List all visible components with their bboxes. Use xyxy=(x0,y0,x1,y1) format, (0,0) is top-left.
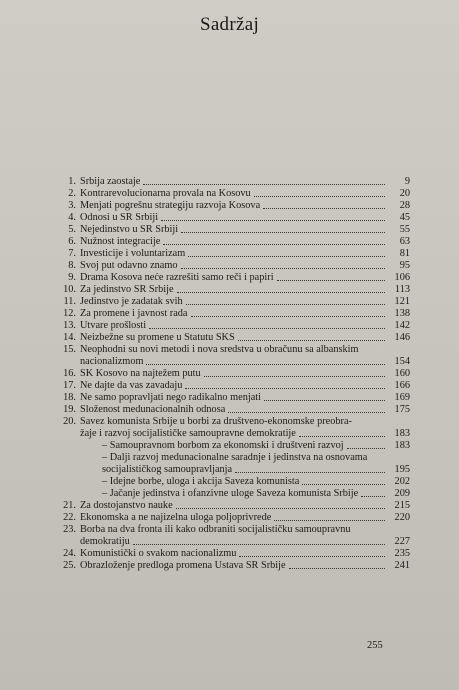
toc-entry-title: Neophodni su novi metodi i nova sredstva u obračunu sa albanskim xyxy=(80,344,359,355)
toc-entry-number: 21. xyxy=(63,500,76,511)
toc-entry xyxy=(58,224,410,236)
toc-entry-number: 23. xyxy=(63,524,76,535)
dot-leader xyxy=(361,496,385,497)
dot-leader xyxy=(235,472,385,473)
toc-entry-title: Složenost medunacionalnih odnosa xyxy=(80,404,226,415)
dot-leader xyxy=(204,376,385,377)
toc-entry-title: Drama Kosova neće razrešiti samo reči i papiri xyxy=(80,272,274,283)
toc-entry xyxy=(58,296,410,308)
toc-entry-number: 2. xyxy=(68,188,76,199)
dot-leader xyxy=(228,412,385,413)
toc-entry-page: 183 xyxy=(394,428,410,439)
toc-entry-title: Jedinstvo je zadatak svih xyxy=(80,296,183,307)
toc-entry-number: 25. xyxy=(63,560,76,571)
toc-entry-title: Odnosi u SR Srbiji xyxy=(80,212,159,223)
toc-entry-number: 15. xyxy=(63,344,76,355)
toc-entry-page: 227 xyxy=(394,536,410,547)
dot-leader xyxy=(186,304,385,305)
toc-entry-page: 20 xyxy=(399,188,410,199)
toc-entry-page: 183 xyxy=(394,440,410,451)
toc-entry xyxy=(58,392,410,404)
toc-entry-number: 24. xyxy=(63,548,76,559)
toc-entry-number: 22. xyxy=(63,512,76,523)
page-title: Sadržaj xyxy=(199,14,260,35)
toc-entry-number: 16. xyxy=(63,368,76,379)
toc-entry-page: 81 xyxy=(399,248,410,259)
toc-entry-title: žaje i razvoj socijalističke samoupravne demokratije xyxy=(80,428,296,439)
toc-entry-page: 175 xyxy=(394,404,410,415)
table-of-contents xyxy=(58,176,410,572)
toc-entry-title: Kontrarevolucionarna provala na Kosovu xyxy=(80,188,251,199)
toc-entry xyxy=(58,500,410,512)
toc-entry-page: 169 xyxy=(394,392,410,403)
toc-entry xyxy=(58,200,410,212)
toc-entry xyxy=(58,332,410,344)
toc-entry-title: nacionalizmom xyxy=(80,356,144,367)
toc-entry-page: 146 xyxy=(394,332,410,343)
toc-entry-title: Svoj put odavno znamo xyxy=(80,260,178,271)
dot-leader xyxy=(254,196,385,197)
dot-leader xyxy=(181,232,385,233)
toc-entry-title: Utvare prošlosti xyxy=(80,320,147,331)
toc-entry-title: Srbija zaostaje xyxy=(80,176,141,187)
toc-entry-title: Menjati pogrešnu strategiju razvoja Kosova xyxy=(80,200,261,211)
dot-leader xyxy=(143,184,385,185)
dot-leader xyxy=(163,244,385,245)
toc-entry-number: 3. xyxy=(68,200,76,211)
page-number: 255 xyxy=(367,640,383,651)
toc-entry-title: Investicije i voluntarizam xyxy=(80,248,186,259)
dot-leader xyxy=(177,292,385,293)
dot-leader xyxy=(146,364,385,365)
toc-entry xyxy=(58,368,410,380)
toc-entry-title: Za jedinstvo SR Srbije xyxy=(80,284,174,295)
dot-leader xyxy=(302,484,385,485)
toc-entry-page: 209 xyxy=(394,488,410,499)
toc-entry xyxy=(58,236,410,248)
toc-entry-page: 220 xyxy=(394,512,410,523)
dot-leader xyxy=(289,568,385,569)
toc-entry-page: 154 xyxy=(394,356,410,367)
toc-entry xyxy=(58,308,410,320)
toc-entry-number: 20. xyxy=(63,416,76,427)
toc-entry-page: 63 xyxy=(399,236,410,247)
dot-leader xyxy=(277,280,385,281)
toc-entry xyxy=(58,560,410,572)
toc-entry xyxy=(58,188,410,200)
toc-entry xyxy=(58,344,410,368)
toc-entry-page: 28 xyxy=(399,200,410,211)
dot-leader xyxy=(238,340,385,341)
toc-entry xyxy=(58,404,410,416)
toc-entry-page: 106 xyxy=(394,272,410,283)
toc-entry-title: – Dalji razvoj medunacionalne saradnje i jedinstva na osnovama xyxy=(102,452,368,463)
toc-entry-title: Nejedinstvo u SR Srbiji xyxy=(80,224,179,235)
toc-entry xyxy=(58,260,410,272)
toc-entry-page: 166 xyxy=(394,380,410,391)
toc-entry-page: 215 xyxy=(394,500,410,511)
toc-entry-title: Borba na dva fronta ili kako odbraniti socijalističku samoupravnu xyxy=(80,524,351,535)
toc-entry-page: 113 xyxy=(394,284,410,295)
dot-leader xyxy=(149,328,385,329)
toc-entry-title: Ekonomska a ne najizelna uloga poljoprivrede xyxy=(80,512,272,523)
dot-leader xyxy=(176,508,385,509)
toc-entry-title: Za promene i javnost rada xyxy=(80,308,188,319)
toc-entry-page: 95 xyxy=(399,260,410,271)
dot-leader xyxy=(299,436,385,437)
toc-entry-title: – Idejne borbe, uloga i akcija Saveza komunista xyxy=(102,476,300,487)
toc-entry-number: 4. xyxy=(68,212,76,223)
toc-entry xyxy=(58,416,410,440)
toc-entry-title: Komunistički o svakom nacionalizmu xyxy=(80,548,237,559)
toc-entry-number: 17. xyxy=(63,380,76,391)
toc-entry-page: 142 xyxy=(394,320,410,331)
toc-entry xyxy=(58,284,410,296)
toc-entry-number: 6. xyxy=(68,236,76,247)
dot-leader xyxy=(263,208,385,209)
dot-leader xyxy=(264,400,385,401)
dot-leader xyxy=(347,448,385,449)
toc-entry-number: 11. xyxy=(63,296,76,307)
toc-entry-title: socijalističkog samoupravljanja xyxy=(102,464,233,475)
toc-entry-title: Nužnost integracije xyxy=(80,236,161,247)
dot-leader xyxy=(185,388,385,389)
toc-entry-title: Obrazloženje predloga promena Ustava SR Srbije xyxy=(80,560,286,571)
toc-entry xyxy=(58,320,410,332)
toc-entry-page: 241 xyxy=(394,560,410,571)
toc-entry-page: 138 xyxy=(394,308,410,319)
toc-entry-number: 8. xyxy=(68,260,76,271)
toc-entry-number: 10. xyxy=(63,284,76,295)
toc-entry-title: Ne dajte da vas zavadaju xyxy=(80,380,183,391)
toc-entry-page: 121 xyxy=(394,296,410,307)
toc-entry xyxy=(58,452,410,476)
dot-leader xyxy=(133,544,385,545)
toc-entry-number: 18. xyxy=(63,392,76,403)
toc-entry xyxy=(58,272,410,284)
toc-entry xyxy=(58,176,410,188)
toc-entry-number: 13. xyxy=(63,320,76,331)
dot-leader xyxy=(239,556,385,557)
toc-entry xyxy=(58,488,410,500)
toc-entry xyxy=(58,548,410,560)
toc-entry xyxy=(58,476,410,488)
toc-entry xyxy=(58,380,410,392)
dot-leader xyxy=(161,220,385,221)
toc-entry-page: 195 xyxy=(394,464,410,475)
toc-entry-page: 235 xyxy=(394,548,410,559)
toc-entry-title: demokratiju xyxy=(80,536,130,547)
toc-entry-page: 45 xyxy=(399,212,410,223)
dot-leader xyxy=(181,268,385,269)
toc-entry xyxy=(58,524,410,548)
dot-leader xyxy=(274,520,385,521)
toc-entry-number: 14. xyxy=(63,332,76,343)
toc-entry-title: Ne samo popravljati nego radikalno menjati xyxy=(80,392,261,403)
dot-leader xyxy=(188,256,385,257)
toc-entry-title: SK Kosovo na najtežem putu xyxy=(80,368,201,379)
toc-entry-title: Savez komunista Srbije u borbi za društveno-ekonomske preobra- xyxy=(80,416,352,427)
toc-entry-number: 7. xyxy=(68,248,76,259)
toc-entry-number: 5. xyxy=(68,224,76,235)
toc-entry xyxy=(58,248,410,260)
dot-leader xyxy=(191,316,385,317)
toc-entry-title: – Samoupravnom borbom za ekonomski i društveni razvoj xyxy=(102,440,344,451)
toc-entry-number: 19. xyxy=(63,404,76,415)
toc-entry xyxy=(58,212,410,224)
toc-entry-number: 9. xyxy=(68,272,76,283)
toc-entry-number: 1. xyxy=(68,176,76,187)
toc-entry-page: 160 xyxy=(394,368,410,379)
toc-entry-page: 55 xyxy=(399,224,410,235)
toc-entry-page: 9 xyxy=(404,176,410,187)
toc-entry xyxy=(58,440,410,452)
toc-entry-page: 202 xyxy=(394,476,410,487)
toc-entry-title: Za dostojanstvo nauke xyxy=(80,500,173,511)
toc-entry-number: 12. xyxy=(63,308,76,319)
toc-entry-title: Neizbežne su promene u Statutu SKS xyxy=(80,332,235,343)
toc-entry-title: – Jačanje jedinstva i ofanzivne uloge Saveza komunista Srbije xyxy=(102,488,359,499)
toc-entry xyxy=(58,512,410,524)
